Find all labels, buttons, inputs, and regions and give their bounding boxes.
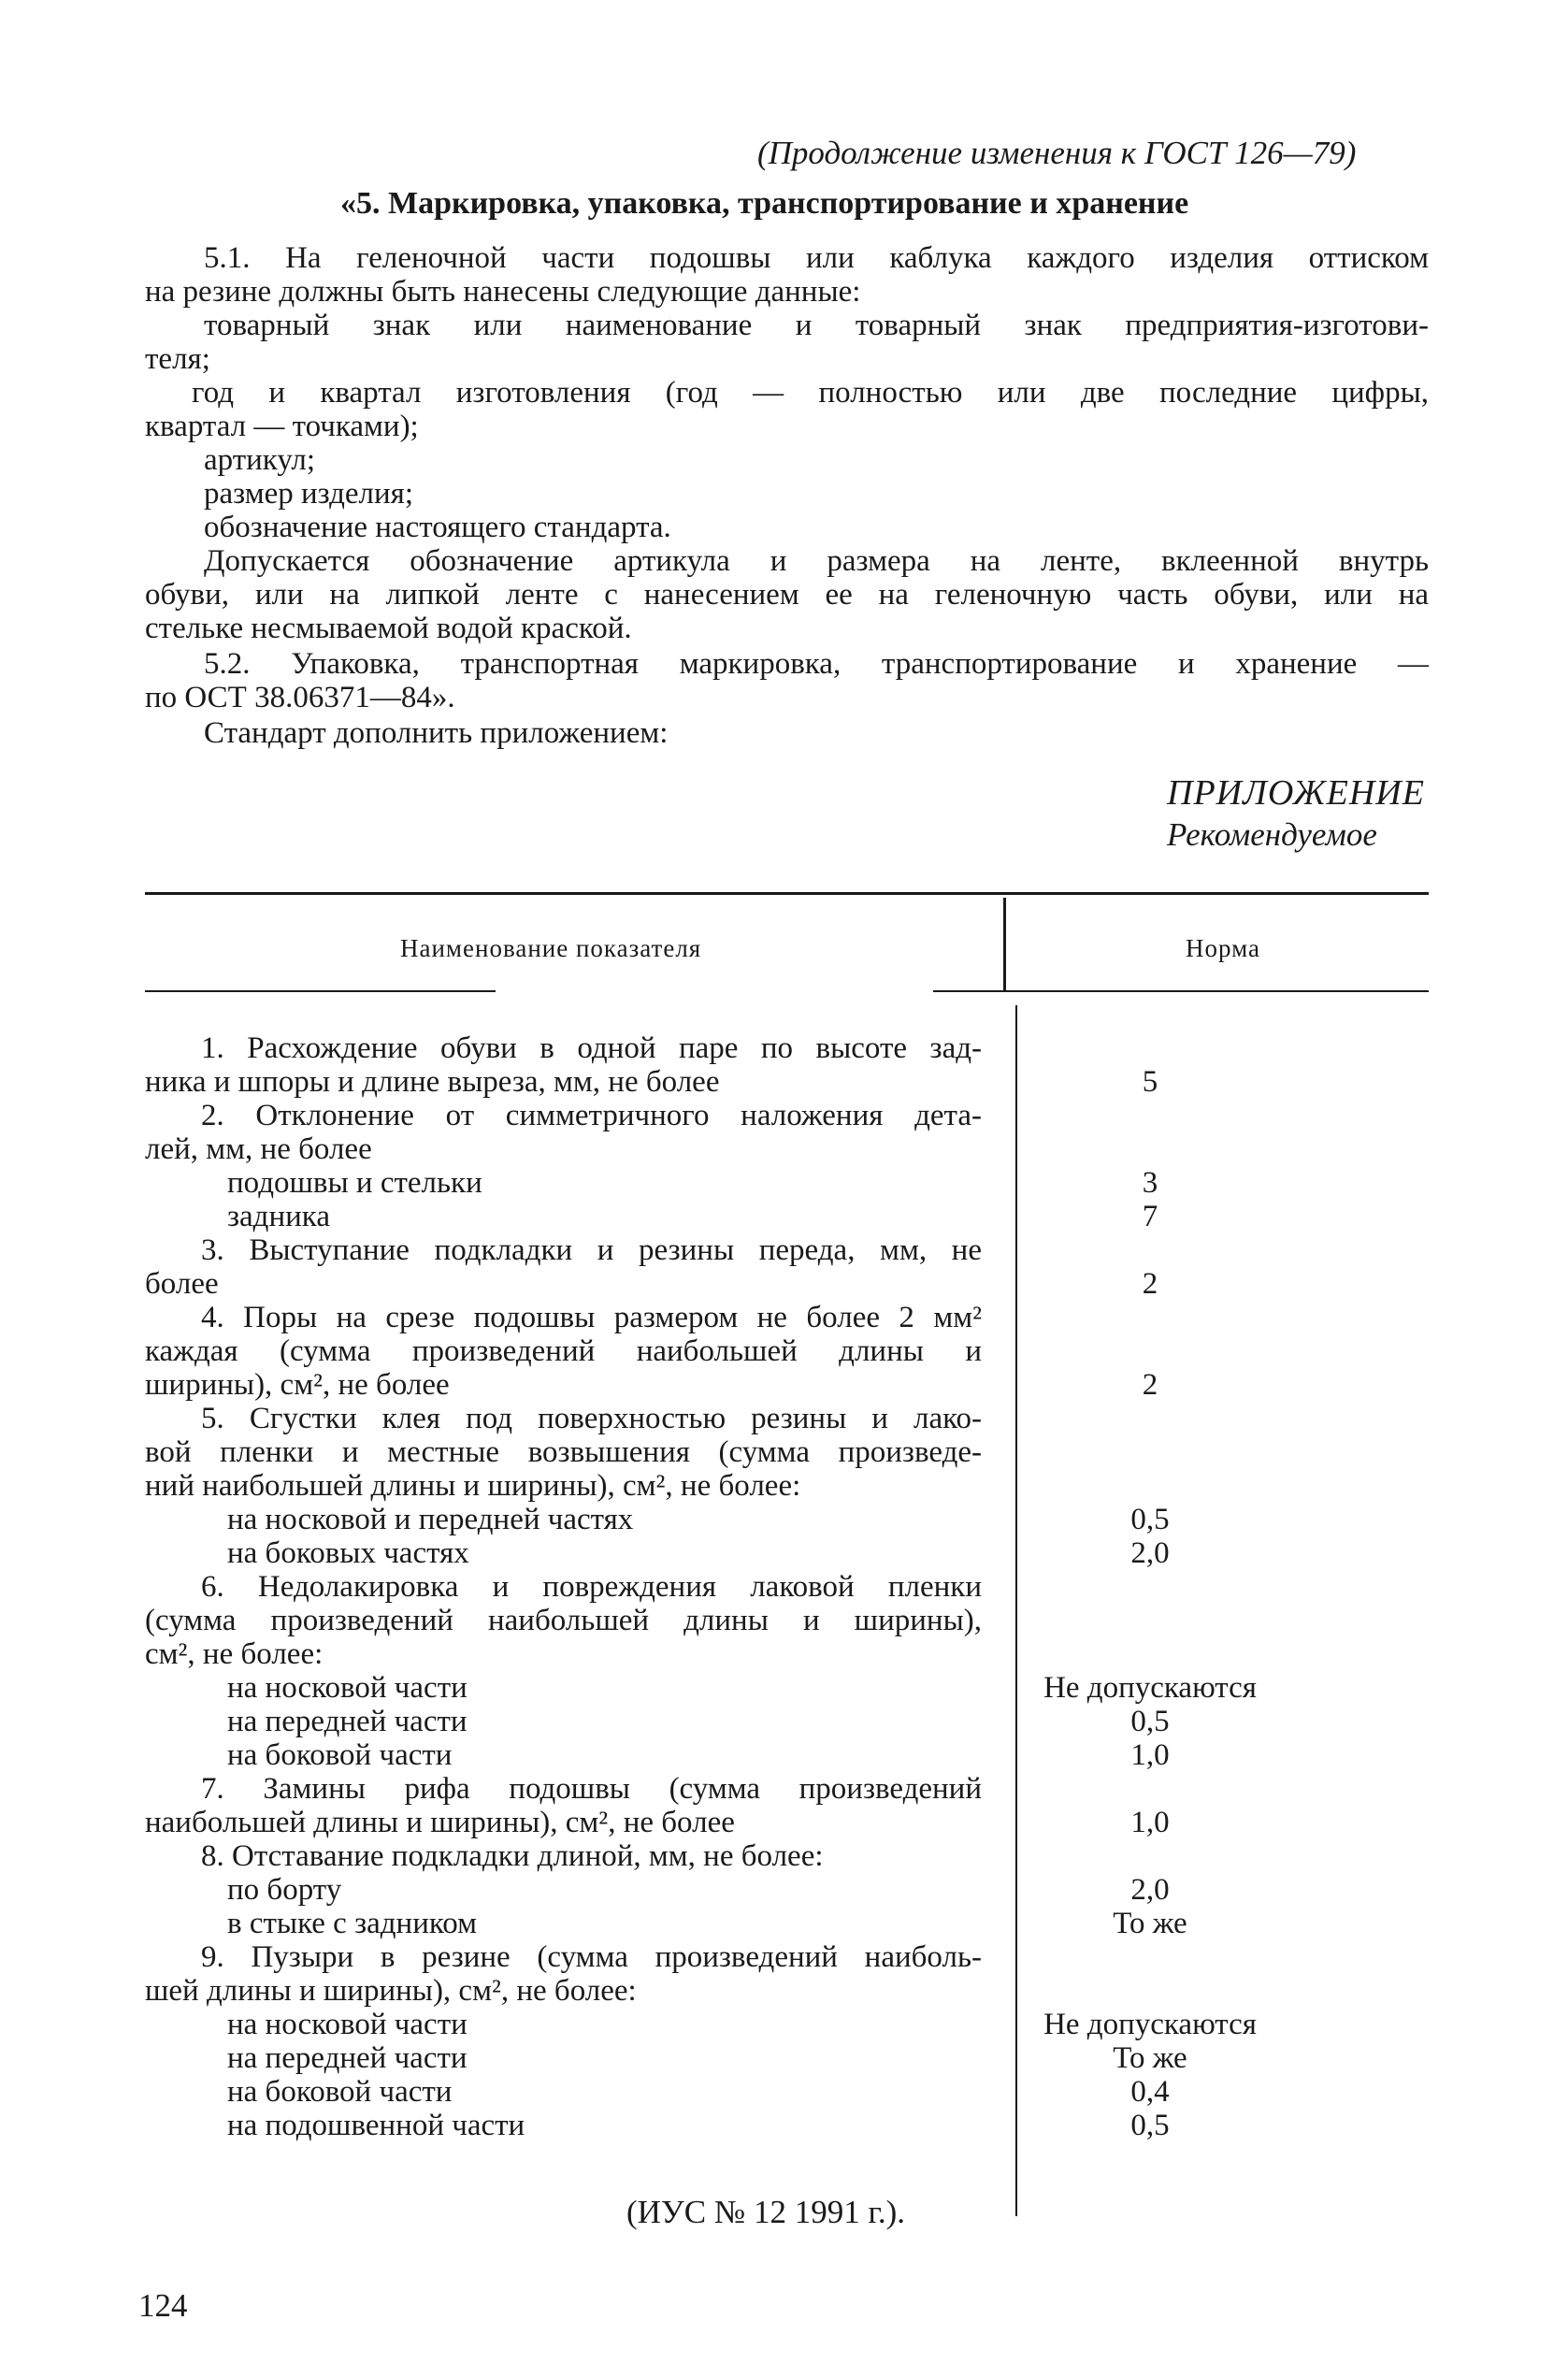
table-row-norm: 0,4 [1130, 2075, 1170, 2109]
table-row-text: 9. Пузыри в резине (сумма произведений наиболь- [201, 1940, 982, 1974]
table-row-text: каждая (сумма произведений наибольшей длины и [145, 1334, 982, 1368]
table-row-text: ширины), см², не более [145, 1368, 450, 1402]
paragraph-permit-line-3: стельке несмываемой водой краской. [145, 612, 632, 645]
table-row-text: на носковой части [227, 2008, 468, 2041]
paragraph-5-2-line-2: по ОСТ 38.06371—84». [145, 681, 455, 714]
paragraph-permit-line-1: Допускается обозначение артикула и размера на ленте, вклеенной внутрь [204, 544, 1429, 578]
table-column-divider [1003, 898, 1006, 991]
table-row-text: в стыке с задником [227, 1907, 477, 1940]
table-row-text: 4. Поры на срезе подошвы размером не более 2 мм² [201, 1301, 982, 1334]
table-row-norm: 0,5 [1130, 1705, 1170, 1738]
table-row-text: ний наибольшей длины и ширины), см², не более: [145, 1469, 801, 1503]
table-row-text: 3. Выступание подкладки и резины переда, мм, не [201, 1233, 982, 1267]
table-row-text: 1. Расхождение обуви в одной паре по высоте зад- [201, 1031, 982, 1065]
table-row-text: на носковой и передней частях [227, 1503, 634, 1536]
table-row-text: наибольшей длины и ширины), см², не более [145, 1806, 735, 1839]
appendix-title: ПРИЛОЖЕНИЕ [1167, 773, 1425, 813]
paragraph-permit-line-2: обуви, или на липкой ленте с нанесением ее на геленочную часть обуви, или на [145, 578, 1429, 612]
table-row-norm: То же [1113, 1907, 1187, 1940]
table-row-norm: 2,0 [1130, 1873, 1170, 1907]
appendix-subtitle: Рекомендуемое [1167, 816, 1377, 853]
table-column-divider-lower [1015, 1005, 1017, 2216]
table-row-text: вой пленки и местные возвышения (сумма произведе- [145, 1435, 982, 1469]
paragraph-5-1-line-1: 5.1. На геленочной части подошвы или каблука каждого изделия оттиском [204, 241, 1429, 275]
table-row-text: на боковой части [227, 1738, 453, 1772]
table-row-norm: 1,0 [1130, 1738, 1170, 1772]
table-row-norm: То же [1113, 2041, 1187, 2075]
page-number: 124 [138, 2287, 188, 2324]
table-row-norm: 0,5 [1130, 1503, 1170, 1536]
table-row-text: по борту [227, 1873, 342, 1907]
table-top-rule [145, 892, 1429, 895]
table-row-text: более [145, 1267, 219, 1301]
table-row-text: на боковой части [227, 2075, 453, 2109]
paragraph-5-1-line-7: артикул; [204, 443, 316, 477]
table-row-text: (сумма произведений наибольшей длины и ширины), [145, 1604, 982, 1637]
table-header-norm: Норма [1186, 934, 1260, 962]
paragraph-5-1-line-2: на резине должны быть нанесены следующие данные: [145, 275, 861, 309]
paragraph-5-1-line-5: год и квартал изготовления (год — полностью или две последние цифры, [192, 376, 1429, 410]
table-header-rule-right [933, 990, 1429, 992]
table-row-text: 5. Сгустки клея под поверхностью резины и лако- [201, 1402, 982, 1435]
table-row-norm: 2 [1142, 1267, 1158, 1301]
table-row-norm: Не допускаются [1043, 1671, 1257, 1705]
table-row-norm: 3 [1142, 1166, 1158, 1200]
paragraph-supplement: Стандарт дополнить приложением: [204, 716, 669, 750]
table-row-norm: 0,5 [1130, 2109, 1170, 2142]
table-row-norm: 1,0 [1130, 1806, 1170, 1839]
table-row-norm: Не допускаются [1043, 2008, 1257, 2041]
table-row-text: 6. Недолакировка и повреждения лаковой пленки [201, 1570, 982, 1604]
table-row-text: 2. Отклонение от симметричного наложения дета- [201, 1099, 982, 1132]
paragraph-5-1-line-9: обозначение настоящего стандарта. [204, 511, 671, 544]
table-row-text: ника и шпоры и длине выреза, мм, не более [145, 1065, 720, 1099]
paragraph-5-1-line-4: теля; [145, 342, 210, 376]
footer-note: (ИУС № 12 1991 г.). [626, 2194, 906, 2230]
table-row-norm: 5 [1142, 1065, 1158, 1099]
table-row-text: см², не более: [145, 1637, 324, 1671]
paragraph-5-1-line-6: квартал — точками); [145, 410, 419, 443]
table-row-norm: 2 [1142, 1368, 1158, 1402]
table-row-text: на передней части [227, 2041, 468, 2075]
section-title: «5. Маркировка, упаковка, транспортирование и хранение [340, 186, 1189, 221]
table-row-text: шей длины и ширины), см², не более: [145, 1974, 637, 2008]
table-header-rule-left [145, 990, 496, 992]
paragraph-5-1-line-8: размер изделия; [204, 477, 414, 511]
table-row-text: задника [227, 1200, 330, 1233]
table-row-text: на передней части [227, 1705, 468, 1738]
table-row-text: подошвы и стельки [227, 1166, 482, 1200]
paragraph-5-2-line-1: 5.2. Упаковка, транспортная маркировка, транспортирование и хранение — [204, 647, 1429, 681]
table-row-text: на боковых частях [227, 1536, 469, 1570]
table-row-text: лей, мм, не более [145, 1132, 372, 1166]
table-row-text: 7. Замины рифа подошвы (сумма произведений [201, 1772, 982, 1806]
paragraph-5-1-line-3: товарный знак или наименование и товарный знак предприятия-изготови- [204, 309, 1429, 342]
table-row-norm: 2,0 [1130, 1536, 1170, 1570]
table-header-indicator: Наименование показателя [400, 934, 702, 962]
table-row-text: 8. Отставание подкладки длиной, мм, не более: [201, 1839, 824, 1873]
table-row-text: на подошвенной части [227, 2109, 525, 2142]
running-header: (Продолжение изменения к ГОСТ 126—79) [757, 135, 1357, 171]
table-row-norm: 7 [1142, 1200, 1158, 1233]
table-row-text: на носковой части [227, 1671, 468, 1705]
